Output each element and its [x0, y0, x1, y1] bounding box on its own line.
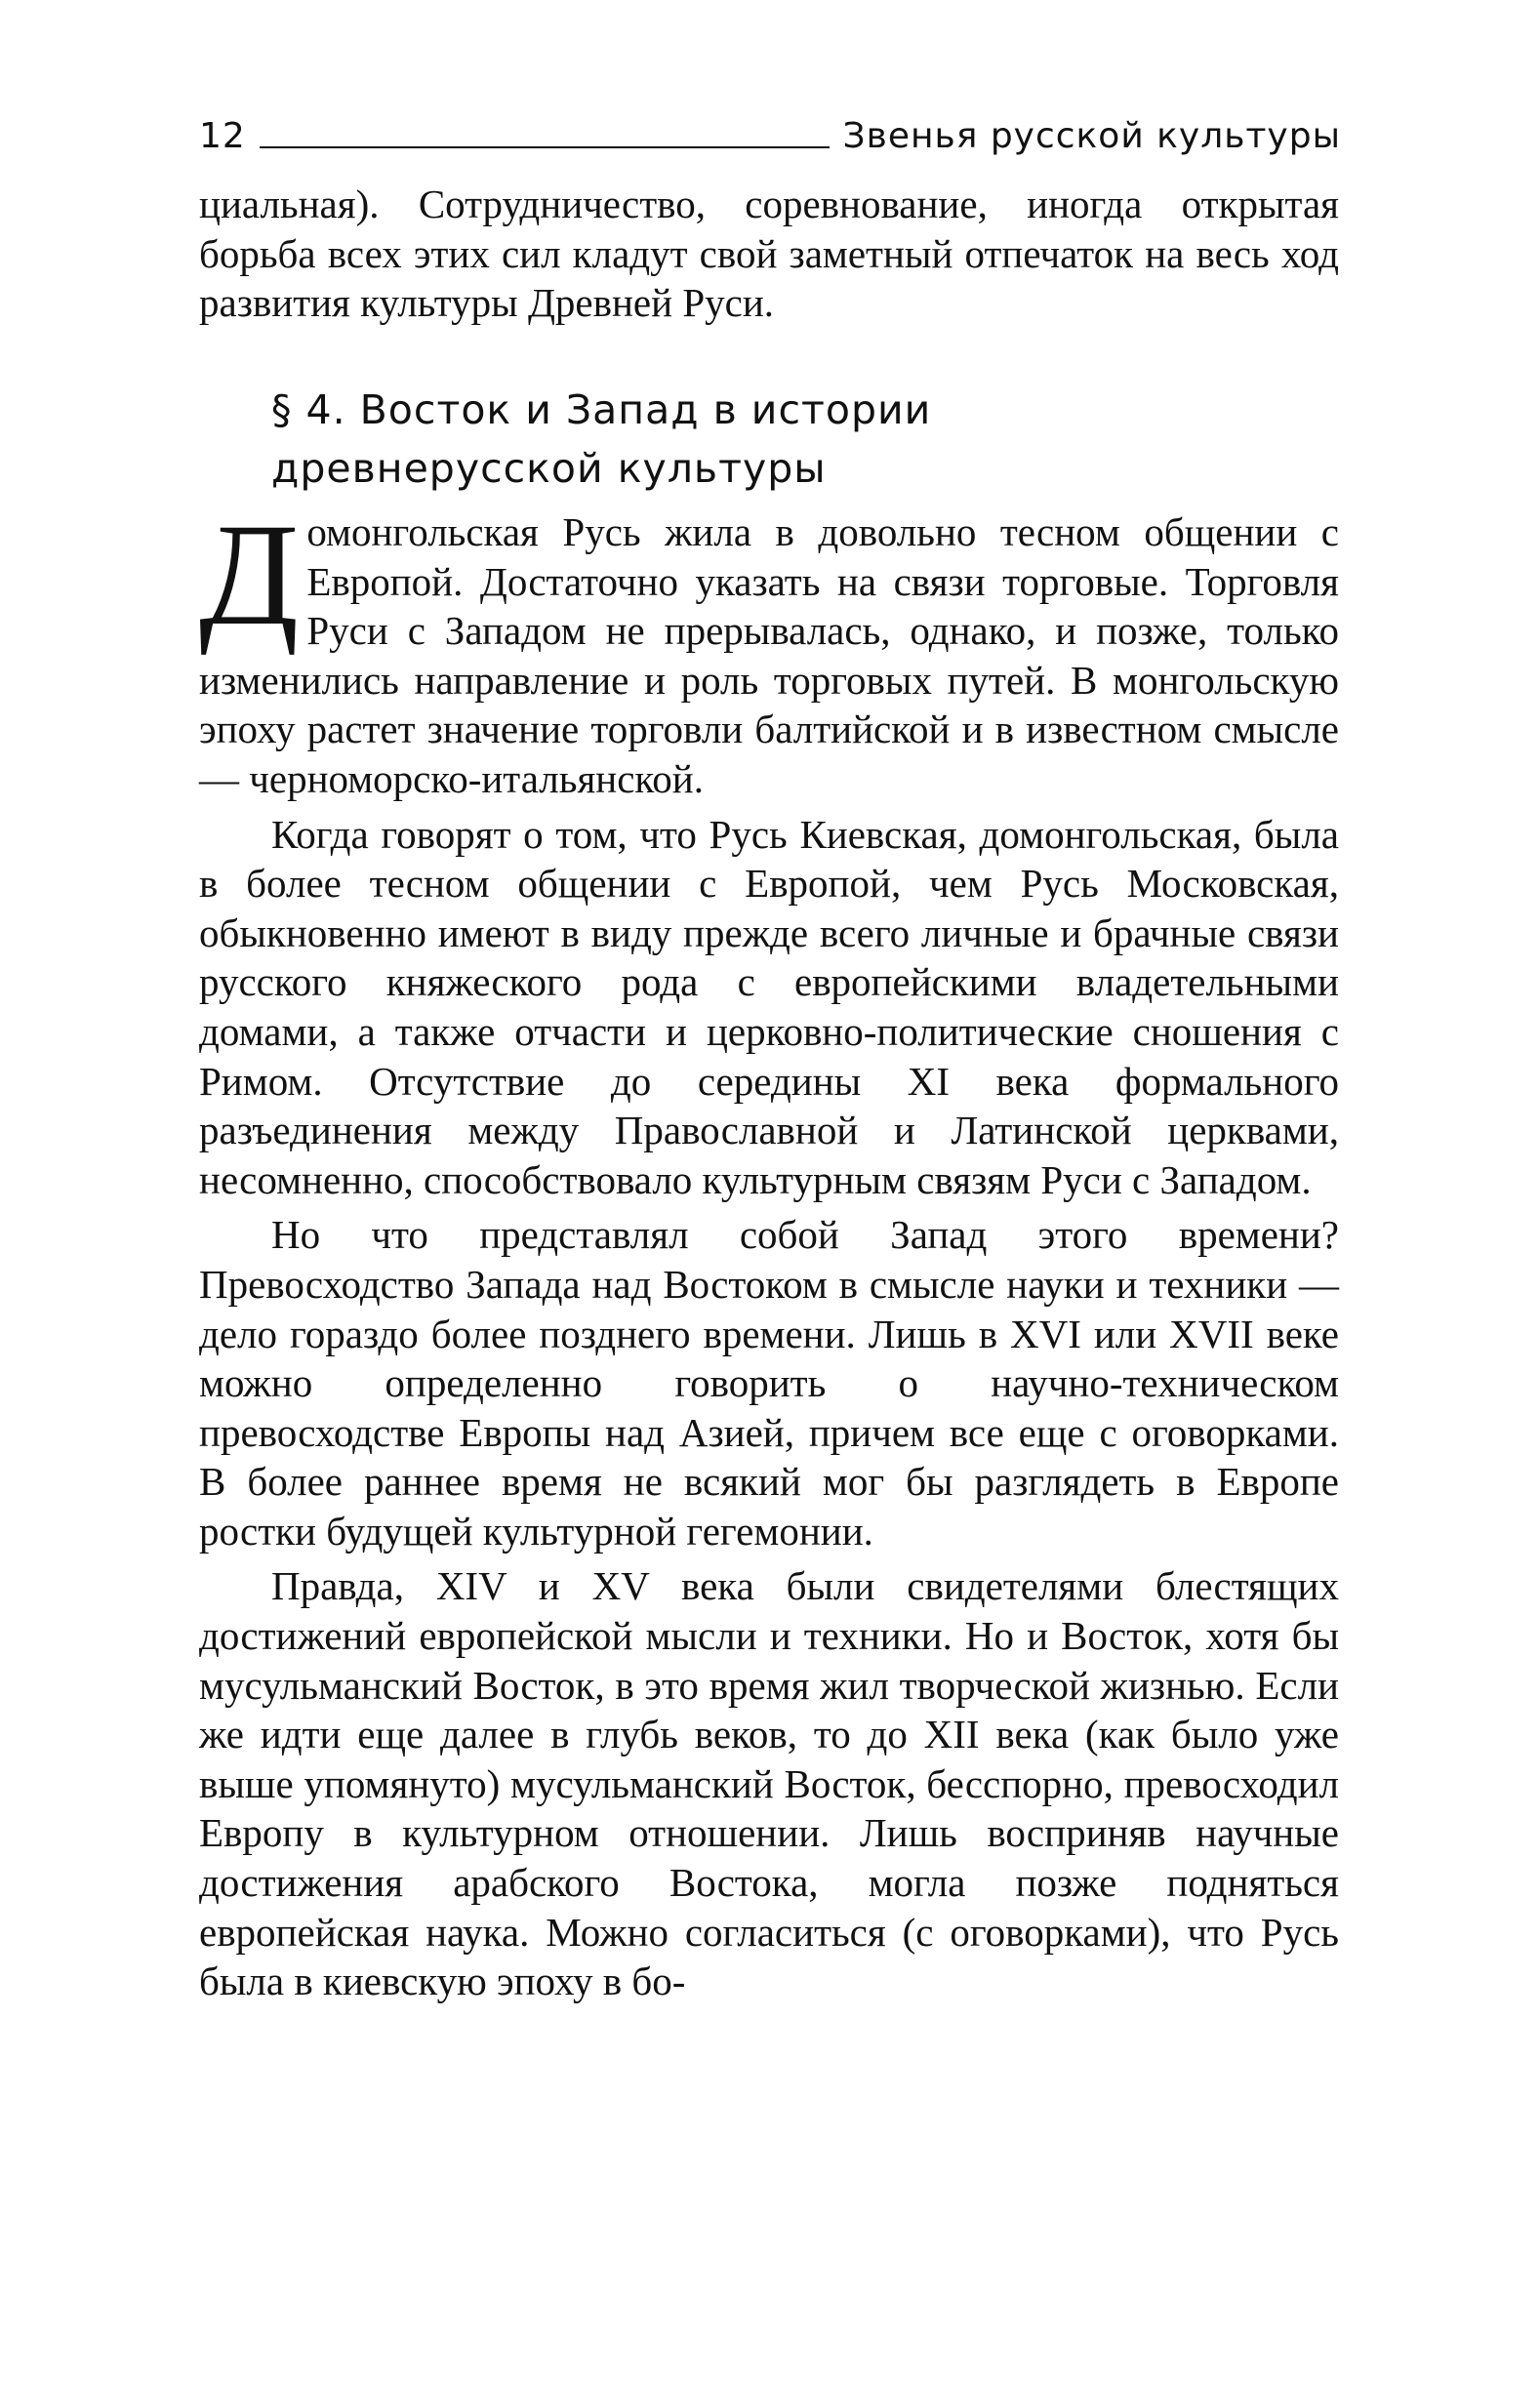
- intro-paragraph: циальная). Сотрудничество, соревнование, иногда открытая борьба всех этих сил кладут свой заметный отпечаток на весь ход развития культуры Древней Руси.: [199, 182, 1339, 326]
- paragraph-4: Правда, XIV и XV века были свидетелями блестящих достижений европейской мысли и техники. Но и Восток, хотя бы мусульманский Восток, в это время жил творческой жизнью. Если же идти еще далее в глубь веков, то до XII века (как было уже выше упомянуто) мусульманский Восток, бесспорно, превосходил Европу в культурном отношении. Лишь восприняв научные достижения арабского Востока, могла позже подняться европейская наука. Можно согласиться (с оговорками), что Русь была в киевскую эпоху в бо-: [199, 1563, 1339, 2004]
- page-number: 12: [199, 116, 246, 156]
- section-heading-line-2: древнерусской культуры: [271, 445, 827, 492]
- running-title: Звенья русской культуры: [842, 116, 1341, 156]
- drop-cap: Д: [199, 494, 300, 656]
- header-rule: [260, 146, 830, 148]
- section-heading: [271, 381, 1247, 498]
- paragraph-2: Когда говорят о том, что Русь Киевская, домонгольская, была в более тесном общении с Европой, чем Русь Московская, обыкновенно имеют в виду прежде всего личные и брачные связи русского княжеского рода с европейскими владетельными домами, а также отчасти и церковно-политические сношения с Римом. Отсутствие до середины XI века формального разъединения между Православной и Латинской церквами, несомненно, способствовало культурным связям Руси с Западом.: [199, 811, 1339, 1202]
- paragraph-3: Но что представлял собой Запад этого времени? Превосходство Запада над Востоком в смысле науки и техники — дело гораздо более позднего времени. Лишь в XVI или XVII веке можно определенно говорить о научно-техническом превосходстве Европы над Азией, причем все еще с оговорками. В более раннее время не всякий мог бы разглядеть в Европе ростки будущей культурной гегемонии.: [199, 1212, 1339, 1554]
- section-body: [199, 494, 1339, 2006]
- section-heading-line-1: § 4. Восток и Запад в истории: [271, 386, 932, 433]
- running-header: [199, 105, 1341, 154]
- paragraph-1: [199, 494, 1339, 804]
- intro-paragraph-block: [199, 180, 1339, 328]
- paragraph-1-text: омонгольская Русь жила в довольно тесном общении с Европой. Достаточно указать на связи торговые. Торговля Руси с Западом не прерывалась, однако, и позже, только изменились направление и роль торговых путей. В монгольскую эпоху растет значение торговли балтийской и в известном смысле — черноморско-итальянской.: [199, 509, 1339, 801]
